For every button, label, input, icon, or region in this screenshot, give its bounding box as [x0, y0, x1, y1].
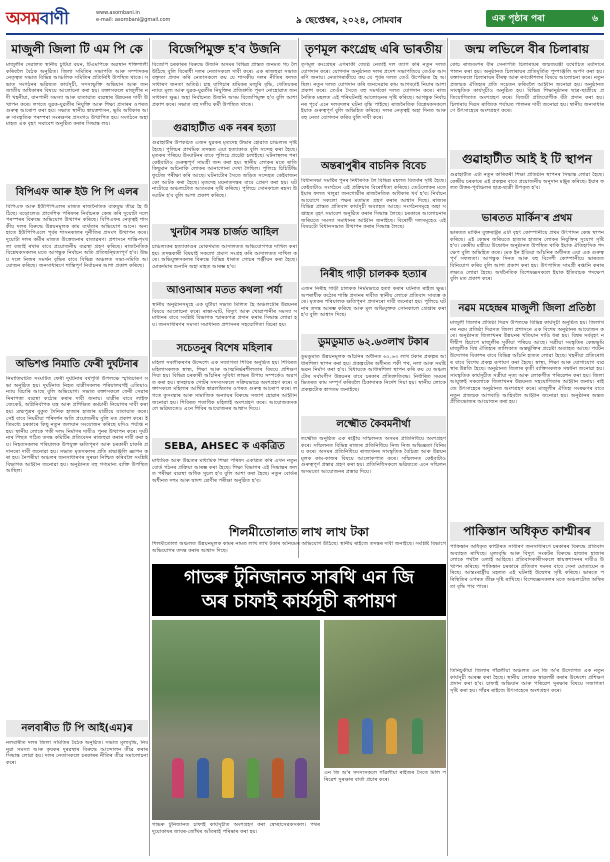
article-body: চাঞ্চল্যকৰ হত্যাকাণ্ডৰ মোকৰ্দমাত আদালতত অভিযোগপত্ৰ দাখিল কৰা হয়। তদন্তকাৰী বিষয়াই সকলো প্ৰমাণ সংগ্ৰহ কৰি আদালতত দাখিল কৰে। অভিযুক্তসকলৰ বিৰুদ্ধে বিভিন্ন ধাৰাত গোচৰ পঞ্জীয়ন কৰা হৈছে। মোকৰ্দমাৰ শুনানি অহা মাহত আৰম্ভ হ'ব।: [152, 244, 297, 270]
newspaper-logo[interactable]: [6, 6, 68, 34]
article-body: মহিলা সবলীকৰণৰ উদ্দেশ্যে এক সজাগতা শিবিৰ অনুষ্ঠিত হয়। শিবিৰত মহিলাসকলক স্বাস্থ্য, শিক্ষা আৰু আত্মনিৰ্ভৰশীলতাৰ বিষয়ে প্ৰশিক্ষণ দিয়া হয়। বিভিন্ন চৰকাৰী আঁচনিৰ সুবিধা লাভৰ উপায় সম্পৰ্কেও অৱগত কৰা হয়। স্বসহায়ক গোটৰ সদস্যসকলে সক্ৰিয়ভাৱে অংশগ্ৰহণ কৰে। বক্তাসকলে মহিলাৰ আৰ্থিক স্বাৱলম্বিতাৰ ওপৰত গুৰুত্ব আৰোপ কৰে। লগতে কুসংস্কাৰ আৰু সামাজিক অন্যায়ৰ বিৰুদ্ধে সজাগ হোৱাৰ আহ্বান জনোৱা হয়। শিবিৰত শতাধিক মহিলাই অংশগ্ৰহণ কৰে। আয়োজকসকলে ভৱিষ্যতেও এনে শিবিৰ আয়োজনৰ আশ্বাস দিয়ে।: [152, 360, 297, 413]
mid-story: [152, 524, 446, 560]
article-body: বিপিএফ আৰু ইউপিপিএলৰ মাজত ৰাজনৈতিক বাকযুদ্ধ তীব্ৰ হৈ উঠিছে। বড়োলেণ্ড প্ৰাদেশিক পৰিষদৰ নিৰ্বাচনক কেন্দ্ৰ কৰি দুয়োটা দলে পৰস্পৰৰ বিৰুদ্ধে অভিযোগ উত্থাপন কৰিছে। বিপিএফৰ নেতৃত্বই শাসকীয় দলৰ বিৰুদ্ধে উন্নয়নমূলক কাম ব্যৰ্থতাৰ অভিযোগ আনে। অন্যহাতে ইউপিপিএলে পূৰ্বৰ শাসনকালৰ দুৰ্নীতিৰ প্ৰসংগ উত্থাপন কৰে। দুয়োটা দলৰ কৰ্মীৰ মাজত উত্তেজনাৰ বাতাৱৰণ। প্ৰশাসনে শান্তি-শৃংখলা বজাই ৰখাৰ বাবে প্ৰয়োজনীয় ব্যৱস্থা গ্ৰহণ কৰিছে। ৰাজনৈতিক বিশ্লেষকসকলৰ মতে আগন্তুক নিৰ্বাচন অতি প্ৰতিদ্বন্দ্বিতাপূৰ্ণ হ'ব। উভয় দলে নিজৰ সমৰ্থন বৃদ্ধিৰ বাবে বিভিন্ন অঞ্চলত সভা-সমিতি আয়োজন কৰিছে। জনসাধাৰণে শান্তিপূৰ্ণ নিৰ্বাচনৰ আশা প্ৰকাশ কৰিছে।: [6, 204, 148, 270]
headline[interactable]: ডুমডুমাত ৬২.৬৩লাখ টকাৰ: [301, 334, 446, 351]
header-rule: [6, 33, 604, 35]
article-body: ডুমডুমাত উন্নয়নমূলক আঁচনিৰ অধীনত ৬২.৬৩ লাখ টকাৰ প্ৰকল্পৰ আধাৰশিলা স্থাপন কৰা হয়। প্ৰকল্পটোৰ অধীনত পকী পথ, নলা আৰু সমষ্টি ভৱন নিৰ্মাণ কৰা হ'ব। বিধায়কে আধাৰশিলা স্থাপন কৰি কয় যে অঞ্চলটোৰ সৰ্বাংগীণ উন্নয়নৰ বাবে চৰকাৰ প্ৰতিশ্ৰুতিবদ্ধ। নিৰ্ধাৰিত সময়ৰ ভিতৰত কাম সম্পূৰ্ণ কৰিবলৈ ঠিকাদাৰক নিৰ্দেশ দিয়া হয়। স্থানীয় লোকে প্ৰকল্পটোক স্বাগতম জনাইছে।: [301, 354, 446, 393]
article-body: তিনিচুকীয়া জিলাৰ গাঁৱলীয়া অঞ্চলত এন জি অ'ৰ উদ্যোগত এক নতুন কাৰ্যসূচী আৰম্ভ কৰা হৈছে। স্থানীয় লোকক স্বাৱলম্বী কৰাৰ উদ্দেশ্যে প্ৰশিক্ষণ প্ৰদান কৰা হ'ব। চাফাই অভিযান আৰু পৰিৱেশ সুৰক্ষাৰ বিষয়ে সজাগতা সৃষ্টি কৰা হয়। গাঁৱৰ ৰাইজে উৎসাহেৰে অংশগ্ৰহণ কৰে।: [450, 668, 604, 694]
headline[interactable]: তৃণমূল কংগ্ৰেছ এৰি ভাৰতীয়: [301, 40, 446, 59]
person-figure: [272, 758, 284, 798]
article-body: পাকিস্তান অধিকৃত কাশ্মীৰত সাধাৰণ জনসাধাৰণে চৰকাৰৰ বিৰুদ্ধে প্ৰতিবাদ অব্যাহত ৰাখিছে। মূল্যবৃদ্ধি আৰু বিদ্যুৎ সংকটৰ বিৰুদ্ধে হাজাৰ হাজাৰ লোকে পথলৈ ওলাই আহিছে। প্ৰতিবাদকাৰীসকলে স্বায়ত্তশাসনৰ দাবীও উত্থাপন কৰিছে। পাকিস্তান চৰকাৰে প্ৰতিবাদ দমনৰ বাবে সেনা মোতায়েন কৰিছে। আন্তঃৰাষ্ট্ৰীয় মহলত এই ঘটনাই উদ্বেগৰ সৃষ্টি কৰিছে। ভাৰতে পৰিস্থিতিৰ ওপৰত তীক্ষ্ণ দৃষ্টি ৰাখিছে। বিশেষজ্ঞসকলৰ মতে অঞ্চলটোত অস্থিৰতা বৃদ্ধি পাব পাৰে।: [450, 544, 604, 590]
headline[interactable]: নৱম মহেন্দ্ৰৰ মাজুলী জিলা প্ৰতিষ্ঠা: [450, 300, 604, 317]
headline[interactable]: বিপিএফ আৰু ইউ পি পি এলৰ: [6, 184, 148, 201]
person-figure: [222, 758, 234, 798]
article-body: স্থানীয় অনুষ্ঠানসমূহে এক যুটীয়া সভাত মিলিত হৈ অঞ্চলটোৰ উন্নয়নৰ বিষয়ে আলোচনা কৰে। ৰাস্তা-ঘাট, বিদ্যুৎ আৰু খোৱাপানীৰ সমস্যা সমাধানৰ বাবে সংশ্লিষ্ট বিভাগক স্মাৰকপত্ৰ প্ৰদান কৰাৰ সিদ্ধান্ত লোৱা হয়। জনসাধাৰণৰ সমস্যা সমাধানত প্ৰশাসনৰ সহযোগিতা বিচৰা হয়।: [152, 302, 297, 328]
article-body: বিজেপি চৰকাৰৰ বিৰুদ্ধে উজনি অসমৰ বিভিন্ন প্ৰান্তত জনমত গঢ় লৈ উঠিছে বুলি বিৰোধী দলৰ নেতাসকলে দাবী কৰে। এক ৰাজহুৱা সভাত বক্তৃতা প্ৰদান কৰি নেতাসকলে কয় যে শাসকীয় দলৰ নীতিৰ ফলত সাধাৰণ জনতা অতিষ্ঠ। চাহ বাগিচাৰ শ্ৰমিকৰ মজুৰি বৃদ্ধি, খেতিয়কৰ ন্যায্য মূল্য আৰু যুৱক-যুৱতীৰ নিযুক্তিৰ প্ৰতিশ্ৰুতি পূৰণ নোহোৱাত জনসাধাৰণ ক্ষুব্ধ। অহা নিৰ্বাচনত উজনি অসম বিজেপিমুক্ত হ'ব বুলি আশা প্ৰকাশ কৰে। সভাত বহু দলীয় কৰ্মী উপস্থিত থাকে।: [152, 62, 297, 108]
site-info: [96, 10, 170, 24]
column-4: [450, 38, 604, 856]
news-photo[interactable]: [152, 620, 320, 820]
article-body: লক্ষ্মৌত অনুষ্ঠিত এক ৰাষ্ট্ৰীয় সন্মিলনত অসমৰ প্ৰতিনিধিয়ে অংশগ্ৰহণ কৰে। সন্মিলনত বিভিন্ন ৰাজ্যৰ প্ৰতিনিধিয়ে নিজ নিজ অভিজ্ঞতা বিনিময় কৰে। অসমৰ প্ৰতিনিধিয়ে ৰাজ্যখনৰ সাংস্কৃতিক বৈচিত্ৰ্য আৰু উন্নয়নমূলক কাম-কাজৰ বিষয়ে আলোকপাত কৰে। সন্মিলনত কেইবাটাও গুৰুত্বপূৰ্ণ প্ৰস্তাৱ গ্ৰহণ কৰা হয়। প্ৰতিনিধিসকলে ভৱিষ্যতে এনে সন্মিলন অসমতো আয়োজনৰ প্ৰস্তাৱ দিয়ে।: [301, 436, 446, 475]
article-body: মাজুলীৰ দেৱালত স্থানীয় চুটিয়া বয়ন, টিএমপিকে অৱস্থান শক্তিশালী কৰিবলৈ বৈঠক অনুষ্ঠিত। জিলা সমিতিৰ সভাপতি আৰু সম্পাদকৰ নেতৃত্বত সভাত বিভিন্ন আঞ্চলিক সমিতিৰ প্ৰতিনিধি উপস্থিত থাকে। সভাত সংগঠনৰ ভৱিষ্যত কাৰ্যসূচী, সদস্যভুক্তি অভিযান আৰু জনজাতীয় অধিকাৰৰ বিষয়ে আলোচনা কৰা হয়। বক্তাসকলে মাজুলীৰ নদী খহনীয়া, বানপানী সমস্যা আৰু যাতায়াত ব্যৱস্থাৰ উন্নয়নৰ দাবী উত্থাপন কৰে। লগতে যুৱক-যুৱতীৰ নিযুক্তি আৰু শিক্ষা প্ৰসাৰৰ ওপৰত গুৰুত্ব আৰোপ কৰা হয়। সভাত স্থানীয় স্বায়ত্তশাসন, ভূমি অধিকাৰ আৰু সাংস্কৃতিক পৰম্পৰা সংৰক্ষণৰ প্ৰসংগও উত্থাপিত হয়। সংগঠনে অহা মাহত এক বৃহৎ সমাবেশ অনুষ্ঠিত কৰাৰ সিদ্ধান্ত লয়।: [6, 62, 148, 128]
issue-date: ৯ ছেপ্তেম্বৰ, ২০২৪, সোমবাৰ: [296, 16, 402, 26]
headline[interactable]: শিলমীতোলাত লাখ লাখ টকা: [229, 525, 369, 539]
page-tag: [486, 10, 604, 27]
headline[interactable]: লক্ষ্মৌত কৈবমনীৰ্থা: [301, 416, 446, 433]
person-figure: [197, 758, 209, 798]
photo-caption: এন জি অ'ৰ সদস্যসকলে গাঁৱলীয়া ৰাইজৰ সৈতে মিলি পৰিৱেশ সুৰক্ষাৰ বাৰ্তা প্ৰচাৰ কৰে।: [324, 770, 446, 783]
headline[interactable]: সচেতনুৰ বিশেষ মহিলাৰ: [152, 340, 297, 357]
person-figure: [362, 718, 373, 754]
headline[interactable]: বিজেপিমুক্ত হ'ব উজনি: [152, 40, 297, 59]
person-figure: [338, 718, 349, 754]
column-divider: [447, 38, 448, 856]
article-body: কোচ ৰাজবংশৰ বীৰ সেনাপতি চিলাৰায়ৰ জন্মজয়ন্তী যথোচিত মৰ্যাদাৰে পালন কৰা হয়। অনুষ্ঠানত চিলাৰায়ৰ প্ৰতিমূৰ্তিত পুষ্পাঞ্জলি অৰ্পণ কৰা হয়। বক্তাসকলে চিলাৰায়ৰ বীৰত্ব আৰু ৰণকৌশলৰ বিষয়ে আলোচনা কৰে। নতুন প্ৰজন্মক ঐতিহ্যৰ প্ৰতি সচেতন কৰিবলৈ আহ্বান জনোৱা হয়। অনুষ্ঠানত সাংস্কৃতিক কাৰ্যসূচীও অনুষ্ঠিত হয়। বিভিন্ন শিক্ষানুষ্ঠানৰ ছাত্ৰ-ছাত্ৰীয়ে প্ৰতিযোগিতাত অংশগ্ৰহণ কৰে। বিজয়ী প্ৰতিযোগীক বঁটা প্ৰদান কৰা হয়। চিলাৰায় দিৱস ৰাজ্যিক পৰ্যায়ত পালনৰ দাবী জনোৱা হয়। স্থানীয় জনসাধাৰণে উৎসাহেৰে অংশগ্ৰহণ কৰে।: [450, 62, 604, 115]
headline[interactable]: গুৱাহাটীত এক নৰৰ হত্যা: [152, 120, 297, 137]
article-body: নিমাতিঘাটত সংঘটিত ফেৰী দুৰ্ঘটনাৰ বৰ্ষপূৰ্তি উপলক্ষে স্মৃতিচাৰণ সভা অনুষ্ঠিত হয়। দুৰ্ঘটনাত নিহত যাত্ৰীসকলৰ পৰিয়ালবৰ্গই এতিয়াও ন্যায় বিচাৰি আছে বুলি অভিযোগ। সভাত বক্তাসকলে ফেৰী সেৱাৰ নিৰাপত্তা ব্যৱস্থা কঠোৰ কৰাৰ দাবী জনায়। যাত্ৰীৰ বাবে লাইফ জেকেট, অগ্নিনিৰ্বাপক যন্ত্ৰ আৰু প্ৰশিক্ষিত কৰ্মচাৰী নিয়োগৰ দাবী কৰা হয়। ব্ৰহ্মপুত্ৰৰ বুকুত দৈনিক হাজাৰ হাজাৰ যাত্ৰীয়ে যাতায়াত কৰে। সেই বাবে নিয়মীয়া পৰিদৰ্শন অতি প্ৰয়োজনীয় বুলি মত প্ৰকাশ কৰে। ইতিমধ্যে চৰকাৰে কিছু নতুন জলযান সংযোজন কৰিছে যদিও পৰ্যাপ্ত নহয়। স্থানীয় লোকে পকী দলং নিৰ্মাণৰ দাবীও পুনৰ উত্থাপন কৰে। দুৰ্ঘটনাৰ পিছত গঠিত তদন্ত কমিটিৰ প্ৰতিবেদন ৰাজহুৱা কৰাৰ দাবী কৰা হয়। নিহতসকলৰ পৰিয়ালক উপযুক্ত ক্ষতিপূৰণ আৰু চৰকাৰী চাকৰি প্ৰদানৰো দাবী জনোৱা হয়। সভাত মৃতসকলৰ প্ৰতি শ্ৰদ্ধাঞ্জলি জ্ঞাপন কৰা হয়। নৈপৰীয়া অঞ্চলৰ জনসাধাৰণৰ সুৰক্ষা নিশ্চিত কৰিবলৈ সংশ্লিষ্ট বিভাগক আহ্বান জনোৱা হয়। অনুষ্ঠানত বহু গণ্যমান্য ব্যক্তি উপস্থিত আছিল।: [6, 376, 148, 475]
headline[interactable]: পাকিস্তান অধিকৃত কাশ্মীৰৰ: [450, 522, 604, 541]
banner-line-1: গাভৰু টুনিজানত সাৰথি এন জি: [183, 567, 415, 588]
headline[interactable]: গুৱাহাটীত আই ই টি স্থাপন: [450, 150, 604, 169]
headline[interactable]: অভিশপ্ত নিমাতি ফেৰী দুৰ্ঘটনাৰ: [6, 356, 148, 373]
article-body: মাধ্যমিক আৰু উচ্চতৰ মাধ্যমিক শিক্ষা পৰিষদ একত্ৰিত কৰি এখন নতুন বোৰ্ড গঠনৰ প্ৰক্ৰিয়া আৰম্ভ কৰা হৈছে। শিক্ষা বিভাগৰ এই সিদ্ধান্তৰ ফলত পৰীক্ষা ব্যৱস্থা অধিক সুচল হ'ব বুলি আশা কৰা হৈছে। নতুন বোৰ্ডৰ অধীনত দশম আৰু দ্বাদশ শ্ৰেণীৰ পৰীক্ষা অনুষ্ঠিত হ'ব।: [152, 458, 297, 484]
column-3: [301, 38, 446, 558]
article-body: তৃণমূল কংগ্ৰেছৰ এগৰাকী জ্যেষ্ঠ নেতাই দল ত্যাগ কৰি নতুন দলত যোগদান কৰে। যোগদান অনুষ্ঠানত দলৰ প্ৰদেশ সভাপতিয়ে তেওঁক আদৰণি জনায়। নেতাগৰাকীয়ে কয় যে পূৰ্বৰ দলত তেওঁ উপেক্ষিত হৈ আছিল। নতুন দলত যোগদান কৰি জনসেৱাৰ কাম আগবঢ়াই নিয়াৰ আশা প্ৰকাশ কৰে। তেওঁৰ সৈতে বহু সমৰ্থকো দলত যোগদান কৰে। ৰাজনৈতিক মহলত এই পৰিঘটনাই আলোড়নৰ সৃষ্টি কৰিছে। আগন্তুক নিৰ্বাচনৰ পূৰ্বে এনে দলবদলৰ ঘটনা বৃদ্ধি পাইছে। ৰাজনৈতিক বিশ্লেষকসকলে ইয়াক গুৰুত্বপূৰ্ণ বুলি অভিহিত কৰিছে। দলৰ নেতৃত্বই অহা দিনত আৰু বহু নেতা যোগদান কৰিব বুলি দাবী কৰে।: [301, 62, 446, 121]
site-url[interactable]: www.asombani.in: [96, 10, 140, 16]
person-figure: [295, 758, 307, 798]
logo-part-1: অসম: [6, 9, 40, 29]
article-body: বিধানসভা সমষ্টিৰ পুনৰ নিৰ্ধাৰণক লৈ বিভিন্ন মহলত বিতৰ্কৰ সৃষ্টি হৈছে। কেইবাটাও সংগঠনে এই প্ৰক্ৰিয়াৰ বিৰোধিতা কৰিছে। তেওঁলোকৰ মতে ইয়াৰ ফলত থলুৱা জনগোষ্ঠীৰ ৰাজনৈতিক অধিকাৰ খৰ্ব হ'ব। নিৰ্বাচন আয়োগে সকলো পক্ষৰ মতামত গ্ৰহণ কৰাৰ আশ্বাস দিছে। ৰাজ্যৰ বিভিন্ন প্ৰান্তত প্ৰতিবাদ কাৰ্যসূচী অব্যাহত আছে। সংগঠনসমূহে অহা সপ্তাহত বৃহৎ সমাবেশ অনুষ্ঠিত কৰাৰ সিদ্ধান্ত লৈছে। চৰকাৰে আলোচনাৰ জৰিয়তে সমস্যা সমাধানৰ আহ্বান জনাইছে। বিৰোধী দলসমূহেও এই বিষয়টো বিধানসভাত উত্থাপন কৰাৰ সিদ্ধান্ত লৈছে।: [301, 178, 446, 231]
headline[interactable]: মাজুলী জিলা টি এম পি কে: [6, 40, 148, 59]
person-figure: [247, 758, 259, 798]
column-1: [6, 38, 148, 856]
article-body: শিলমীতোলা অঞ্চলত উন্নয়নমূলক কামৰ নামত লাখ লাখ টকাৰ অনিয়মৰ অভিযোগ উঠিছে। স্থানীয় ৰাইজে তদন্তৰ দাবী জনাইছে। সংশ্লিষ্ট বিভাগে অভিযোগৰ তদন্ত কৰাৰ আশ্বাস দিছে।: [152, 541, 446, 554]
masthead: [6, 6, 604, 32]
article-body: গুৱাহাটীৰ উপকণ্ঠত এজন যুৱকৰ মৃতদেহ উদ্ধাৰ হোৱাত চাঞ্চল্যৰ সৃষ্টি হৈছে। পুলিচৰ প্ৰাথমিক তদন্তত এয়া হত্যাকাণ্ড বুলি সন্দেহ কৰা হৈছে। মৃতকৰ পৰিচয় উদ্ঘাটনৰ বাবে পুলিচে প্ৰচেষ্টা চলাইছে। ঘটনাস্থলৰ পৰা কেইবাটাও গুৰুত্বপূৰ্ণ সামগ্ৰী জব্দ কৰা হয়। স্থানীয় লোকৰ মতে ৰাতি কিছুমান অচিনাকি লোকৰ আনাগোনা দেখা গৈছিল। পুলিচে চিচিটিভি ফুটেজ পৰীক্ষা কৰি আছে। ঘটনাটোৰ সৈতে জড়িত সন্দেহত কেইবাজনকো আটক কৰা হৈছে। মৃতদেহ ময়নাতদন্তৰ বাবে প্ৰেৰণ কৰা হয়। ঘটনাটোৱে অঞ্চলটোত আতংকৰ সৃষ্টি কৰিছে। পুলিচে সোনকালে ৰহস্য উদ্ঘাটন হ'ব বুলি আশা প্ৰকাশ কৰিছে।: [152, 140, 297, 199]
headline[interactable]: নিৰীহ গাড়ী চালকক হত্যাৰ: [301, 266, 446, 283]
person-figure: [172, 758, 184, 798]
photo-caption: গাভৰু টুনিজানত চাফাই কাৰ্যসূচীত অংশগ্ৰহণ কৰা স্বেচ্ছাসেৱকসকল। পথৰ দুয়োকাষৰ জাবৰ-জোঁথৰ আঁতৰাই পৰিষ্কাৰ কৰা হয়।: [152, 822, 320, 835]
column-divider: [149, 38, 150, 856]
headline[interactable]: খুনটাৰ সমস্ত চাৰ্জত আহিল: [152, 224, 297, 241]
headline[interactable]: জন্ম লভিলে বীৰ চিলাৰায়: [450, 40, 604, 59]
page-label: এক পৃষ্ঠাৰ পৰা: [492, 14, 545, 24]
article-body: গুৱাহাটীত এটা নতুন কাৰিকৰী শিক্ষা প্ৰতিষ্ঠান স্থাপনৰ সিদ্ধান্ত লোৱা হৈছে। কেন্দ্ৰীয় চৰকাৰে এই প্ৰকল্পৰ বাবে প্ৰয়োজনীয় অনুদান মঞ্জুৰ কৰিছে। ইয়াৰ ফলত উত্তৰ-পূৰ্বাঞ্চলৰ ছাত্ৰ-ছাত্ৰী উপকৃত হ'ব।: [450, 172, 604, 192]
headline[interactable]: SEBA, AHSEC ক একত্ৰিত: [152, 438, 297, 455]
article-body: নলবাৰীত দলৰ জিলা সমিতিৰ বৈঠক অনুষ্ঠিত। সভাত মূল্যবৃদ্ধি, নিবনুৱা সমস্যা আৰু কৃষকৰ দুৰৱস্থাৰ বিৰুদ্ধে আন্দোলন তীব্ৰ কৰাৰ সিদ্ধান্ত লোৱা হয়। দলৰ নেতাসকলে চৰকাৰৰ নীতিৰ তীব্ৰ সমালোচনা কৰে।: [6, 740, 148, 766]
column-divider: [298, 38, 299, 558]
headline[interactable]: অন্তৰাপুৰীৰ বাচনিক বিবেচ: [301, 158, 446, 175]
feature-photos: [152, 620, 446, 856]
headline[interactable]: আওনাআৰ মতত কথলা পৰ্যা: [152, 282, 297, 299]
site-email[interactable]: e-mail: asombani@gmail.com: [96, 17, 171, 23]
person-figure: [412, 718, 423, 754]
feature-banner[interactable]: [152, 564, 446, 616]
article-body: এজন নিৰীহ গাড়ী চালকক নিৰ্মমভাৱে হত্যা কৰাৰ ঘটনাত ৰাইজ ক্ষুব্ধ। অপৰাধীক কঠোৰ শাস্তি প্ৰদানৰ দাবীত স্থানীয় লোকে প্ৰতিবাদ সাব্যস্ত কৰে। মৃতকৰ পৰিয়ালক ক্ষতিপূৰণ প্ৰদানৰো দাবী জনোৱা হয়। পুলিচে ঘটনাৰ তদন্ত আৰম্ভ কৰিছে আৰু মূল অভিযুক্তক সোনকালে গ্ৰেপ্তাৰ কৰা হ'ব বুলি আশ্বাস দিছে।: [301, 286, 446, 319]
article-body: ভাৰতত মাৰ্কিন যুক্তৰাষ্ট্ৰৰ এটা বৃহৎ কোম্পানীয়ে প্ৰথম উৎপাদন কেন্দ্ৰ স্থাপন কৰিছে। এই কেন্দ্ৰৰ জৰিয়তে হাজাৰ হাজাৰ লোকৰ নিযুক্তিৰ সুযোগ সৃষ্টি হ'ব। কেন্দ্ৰীয় মন্ত্ৰীয়ে উদ্বোধন অনুষ্ঠানত উপস্থিত থাকি ইয়াক ঐতিহাসিক পদক্ষেপ বুলি অভিহিত কৰে। মেক ইন ইণ্ডিয়া আঁচনিৰ অধীনত এয়া এক গুৰুত্বপূৰ্ণ সফলতা। আগন্তুক দিনত আৰু বহু বিদেশী কোম্পানীয়ে ভাৰতত বিনিয়োগ কৰিব বুলি আশা প্ৰকাশ কৰা হয়। উৎপাদিত সামগ্ৰী ৰপ্তানি কৰাৰ লক্ষ্যও লোৱা হৈছে। অৰ্থনৈতিক বিশেষজ্ঞসকলে ইয়াক ইতিবাচক পদক্ষেপ বুলি মত প্ৰকাশ কৰে।: [450, 230, 604, 283]
headline[interactable]: নলবাৰীত টি পি আই(এম)ৰ: [6, 720, 148, 737]
logo-part-2: বাণী: [39, 9, 69, 29]
headline[interactable]: ভাৰতত মাৰ্কিন'ৰ প্ৰথম: [450, 210, 604, 227]
article-body: মাজুলী জিলাৰ প্ৰতিষ্ঠা দিৱস উপলক্ষে বিভিন্ন কাৰ্যসূচী অনুষ্ঠিত হয়। জিলাখনৰ নৱম প্ৰতিষ্ঠা দিৱসত জিলা প্ৰশাসনে এক বিশেষ অনুষ্ঠানৰ আয়োজন কৰে। অনুষ্ঠানত জিলাখনৰ উন্নয়নৰ খতিয়ান দাঙি ধৰা হয়। বিশ্বৰ সৰ্ববৃহৎ নদীদ্বীপ হিচাপে মাজুলীৰ সুকীয়া পৰিচয় আছে। সত্ৰীয়া সংস্কৃতিৰ কেন্দ্ৰভূমি মাজুলীক বিশ্ব ঐতিহ্যৰ তালিকাত অন্তৰ্ভুক্তিৰ প্ৰচেষ্টা অব্যাহত আছে। পৰ্যটন উদ্যোগৰ বিকাশৰ বাবে বিভিন্ন আঁচনি হাতত লোৱা হৈছে। খহনীয়া প্ৰতিৰোধৰ বাবে বিশেষ প্ৰকল্প ৰূপায়ণ কৰা হৈছে। স্বাস্থ্য, শিক্ষা আৰু যোগাযোগ ব্যৱস্থাৰ উন্নতি হৈছে। অনুষ্ঠানত জিলাৰ কৃতী ব্যক্তিসকলক সম্বৰ্ধনা জনোৱা হয়। সাংস্কৃতিক কাৰ্যসূচীত সত্ৰীয়া নৃত্য আৰু লোকগীত পৰিৱেশন কৰা হয়। জিলা আয়ুক্তই সকলোকে জিলাখনৰ উন্নয়নত সহযোগিতাৰ আহ্বান জনায়। ৰাইজে উৎসাহেৰে অনুষ্ঠানত অংশগ্ৰহণ কৰে। মাজুলীৰ ঐতিহ্য সংৰক্ষণৰ বাবে নতুন প্ৰজন্মক আগবাঢ়ি আহিবলৈ আহ্বান জনোৱা হয়। অনুষ্ঠানৰ অন্তত প্ৰীতিভোজৰ আয়োজন কৰা হয়।: [450, 320, 604, 406]
person-figure: [386, 718, 397, 754]
column-2: [152, 38, 297, 558]
page-number: ৬: [592, 14, 598, 24]
news-photo[interactable]: [324, 620, 446, 768]
banner-line-2: অৰ চাফাই কাৰ্যসূচী ৰূপায়ণ: [201, 591, 397, 612]
